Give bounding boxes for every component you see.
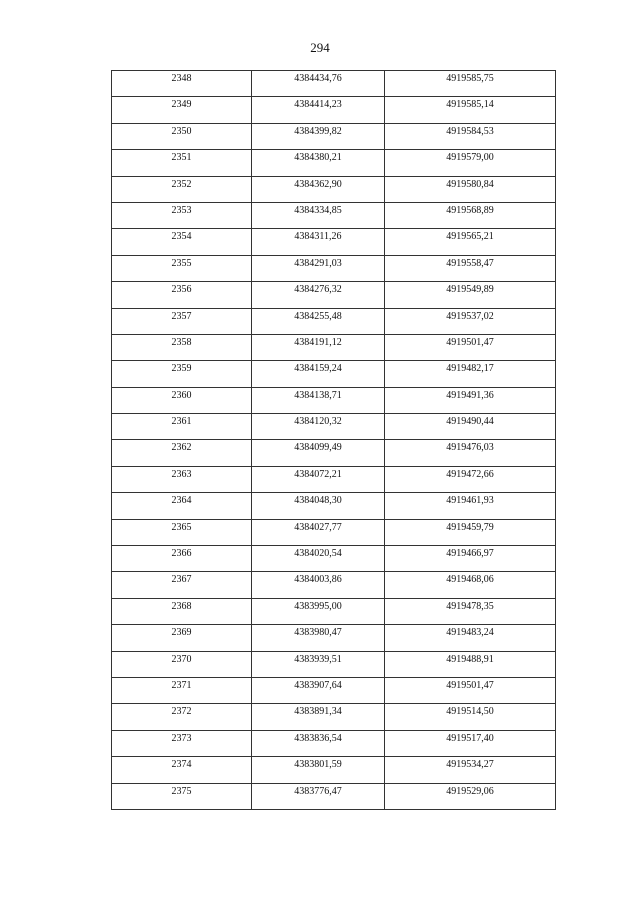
table-row xyxy=(112,176,556,202)
point-number-cell: 2360 xyxy=(112,387,252,413)
table-row xyxy=(112,651,556,677)
x-coordinate-cell: 4383907,64 xyxy=(252,677,385,703)
x-coordinate-cell: 4384159,24 xyxy=(252,361,385,387)
point-number-cell: 2366 xyxy=(112,546,252,572)
x-coordinate-cell: 4383980,47 xyxy=(252,625,385,651)
y-coordinate-cell: 4919529,06 xyxy=(385,783,556,809)
point-number-cell: 2353 xyxy=(112,202,252,228)
table-row xyxy=(112,202,556,228)
x-coordinate-cell: 4384380,21 xyxy=(252,150,385,176)
y-coordinate-cell: 4919468,06 xyxy=(385,572,556,598)
x-coordinate-cell: 4384048,30 xyxy=(252,493,385,519)
table-row xyxy=(112,704,556,730)
table-row xyxy=(112,123,556,149)
point-number-cell: 2367 xyxy=(112,572,252,598)
table-row xyxy=(112,71,556,97)
point-number-cell: 2374 xyxy=(112,757,252,783)
point-number-cell: 2368 xyxy=(112,598,252,624)
x-coordinate-cell: 4384120,32 xyxy=(252,414,385,440)
x-coordinate-cell: 4384311,26 xyxy=(252,229,385,255)
table-row xyxy=(112,757,556,783)
x-coordinate-cell: 4384138,71 xyxy=(252,387,385,413)
x-coordinate-cell: 4384291,03 xyxy=(252,255,385,281)
point-number-cell: 2372 xyxy=(112,704,252,730)
point-number-cell: 2365 xyxy=(112,519,252,545)
point-number-cell: 2369 xyxy=(112,625,252,651)
point-number-cell: 2349 xyxy=(112,97,252,123)
point-number-cell: 2370 xyxy=(112,651,252,677)
x-coordinate-cell: 4383776,47 xyxy=(252,783,385,809)
x-coordinate-cell: 4384334,85 xyxy=(252,202,385,228)
table-row xyxy=(112,783,556,809)
y-coordinate-cell: 4919580,84 xyxy=(385,176,556,202)
x-coordinate-cell: 4384255,48 xyxy=(252,308,385,334)
table-row xyxy=(112,625,556,651)
table-row xyxy=(112,334,556,360)
y-coordinate-cell: 4919565,21 xyxy=(385,229,556,255)
x-coordinate-cell: 4384099,49 xyxy=(252,440,385,466)
y-coordinate-cell: 4919476,03 xyxy=(385,440,556,466)
table-row xyxy=(112,229,556,255)
x-coordinate-cell: 4383939,51 xyxy=(252,651,385,677)
page-number: 294 xyxy=(310,40,330,55)
y-coordinate-cell: 4919461,93 xyxy=(385,493,556,519)
y-coordinate-cell: 4919491,36 xyxy=(385,387,556,413)
table-row xyxy=(112,97,556,123)
y-coordinate-cell: 4919585,75 xyxy=(385,71,556,97)
y-coordinate-cell: 4919483,24 xyxy=(385,625,556,651)
point-number-cell: 2358 xyxy=(112,334,252,360)
table-row xyxy=(112,387,556,413)
point-number-cell: 2352 xyxy=(112,176,252,202)
point-number-cell: 2361 xyxy=(112,414,252,440)
table-row xyxy=(112,677,556,703)
point-number-cell: 2356 xyxy=(112,282,252,308)
x-coordinate-cell: 4383801,59 xyxy=(252,757,385,783)
table-row xyxy=(112,598,556,624)
y-coordinate-cell: 4919579,00 xyxy=(385,150,556,176)
point-number-cell: 2354 xyxy=(112,229,252,255)
point-number-cell: 2375 xyxy=(112,783,252,809)
table-row xyxy=(112,255,556,281)
x-coordinate-cell: 4384072,21 xyxy=(252,466,385,492)
x-coordinate-cell: 4384434,76 xyxy=(252,71,385,97)
table-row xyxy=(112,414,556,440)
table-row xyxy=(112,546,556,572)
coordinates-table xyxy=(111,70,556,810)
table-row xyxy=(112,730,556,756)
y-coordinate-cell: 4919517,40 xyxy=(385,730,556,756)
y-coordinate-cell: 4919585,14 xyxy=(385,97,556,123)
y-coordinate-cell: 4919488,91 xyxy=(385,651,556,677)
x-coordinate-cell: 4383836,54 xyxy=(252,730,385,756)
y-coordinate-cell: 4919472,66 xyxy=(385,466,556,492)
y-coordinate-cell: 4919549,89 xyxy=(385,282,556,308)
point-number-cell: 2363 xyxy=(112,466,252,492)
y-coordinate-cell: 4919514,50 xyxy=(385,704,556,730)
y-coordinate-cell: 4919558,47 xyxy=(385,255,556,281)
y-coordinate-cell: 4919459,79 xyxy=(385,519,556,545)
table-row xyxy=(112,440,556,466)
point-number-cell: 2373 xyxy=(112,730,252,756)
table-row xyxy=(112,150,556,176)
point-number-cell: 2350 xyxy=(112,123,252,149)
y-coordinate-cell: 4919482,17 xyxy=(385,361,556,387)
x-coordinate-cell: 4384027,77 xyxy=(252,519,385,545)
x-coordinate-cell: 4384020,54 xyxy=(252,546,385,572)
y-coordinate-cell: 4919466,97 xyxy=(385,546,556,572)
y-coordinate-cell: 4919568,89 xyxy=(385,202,556,228)
y-coordinate-cell: 4919584,53 xyxy=(385,123,556,149)
table-row xyxy=(112,466,556,492)
table-row xyxy=(112,282,556,308)
table-row xyxy=(112,519,556,545)
x-coordinate-cell: 4384399,82 xyxy=(252,123,385,149)
point-number-cell: 2357 xyxy=(112,308,252,334)
y-coordinate-cell: 4919534,27 xyxy=(385,757,556,783)
x-coordinate-cell: 4384003,86 xyxy=(252,572,385,598)
point-number-cell: 2348 xyxy=(112,71,252,97)
y-coordinate-cell: 4919490,44 xyxy=(385,414,556,440)
point-number-cell: 2362 xyxy=(112,440,252,466)
y-coordinate-cell: 4919501,47 xyxy=(385,677,556,703)
table-row xyxy=(112,572,556,598)
y-coordinate-cell: 4919537,02 xyxy=(385,308,556,334)
table-row xyxy=(112,361,556,387)
x-coordinate-cell: 4383891,34 xyxy=(252,704,385,730)
point-number-cell: 2359 xyxy=(112,361,252,387)
x-coordinate-cell: 4384276,32 xyxy=(252,282,385,308)
x-coordinate-cell: 4384191,12 xyxy=(252,334,385,360)
table-row xyxy=(112,493,556,519)
point-number-cell: 2355 xyxy=(112,255,252,281)
point-number-cell: 2371 xyxy=(112,677,252,703)
point-number-cell: 2364 xyxy=(112,493,252,519)
y-coordinate-cell: 4919501,47 xyxy=(385,334,556,360)
x-coordinate-cell: 4383995,00 xyxy=(252,598,385,624)
point-number-cell: 2351 xyxy=(112,150,252,176)
table-row xyxy=(112,308,556,334)
x-coordinate-cell: 4384362,90 xyxy=(252,176,385,202)
y-coordinate-cell: 4919478,35 xyxy=(385,598,556,624)
x-coordinate-cell: 4384414,23 xyxy=(252,97,385,123)
